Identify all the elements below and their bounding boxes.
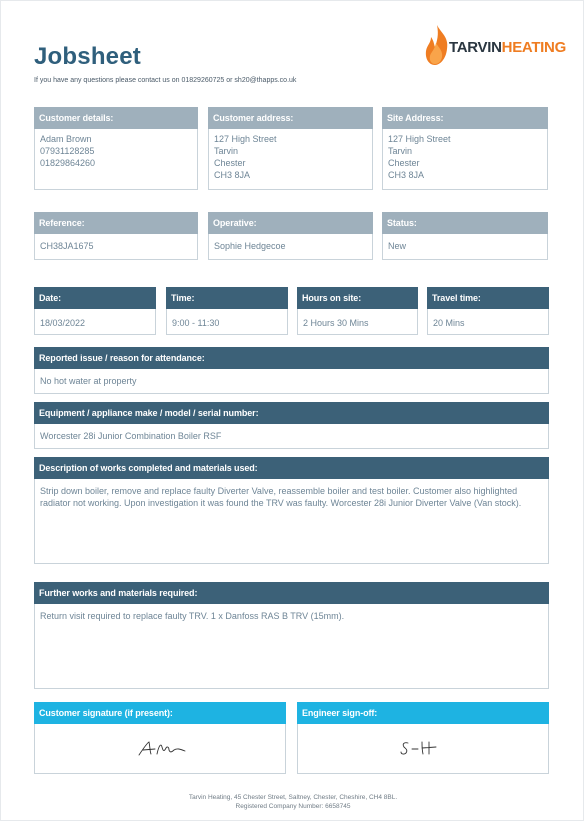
customer-details-box: [34, 107, 198, 190]
customer-signature-label: Customer signature (if present):: [34, 702, 286, 724]
contact-line: If you have any questions please contact us on 01829260725 or sh20@thapps.co.uk: [34, 77, 297, 84]
footer-address: Tarvin Heating, 45 Chester Street, Saltney, Chester, Cheshire, CH4 8BL.: [188, 794, 398, 801]
equipment-label: Equipment / appliance make / model / serial number:: [34, 402, 549, 424]
site-address-line1: 127 High Street: [388, 134, 451, 144]
site-address-line3: Chester: [388, 158, 420, 168]
logo-wordmark: TARVINHEATING: [449, 39, 566, 56]
customer-phone-1: 07931128285: [40, 146, 95, 156]
hours-on-site-value: 2 Hours 30 Mins: [297, 309, 418, 335]
page-title: Jobsheet: [34, 43, 141, 70]
travel-time-box: [427, 287, 549, 335]
footer: [1, 793, 584, 811]
equipment-value: Worcester 28i Junior Combination Boiler RSF: [34, 424, 549, 449]
reported-issue-label: Reported issue / reason for attendance:: [34, 347, 549, 369]
site-address-label: Site Address:: [382, 107, 548, 129]
further-works-value: Return visit required to replace faulty TRV. 1 x Danfoss RAS B TRV (15mm).: [34, 604, 549, 689]
reference-label: Reference:: [34, 212, 198, 234]
operative-label: Operative:: [208, 212, 373, 234]
customer-address-line4: CH3 8JA: [214, 170, 251, 180]
customer-address-line1: 127 High Street: [214, 134, 277, 144]
equipment-box: [34, 402, 549, 449]
customer-address-line2: Tarvin: [214, 146, 239, 156]
customer-address-line3: Chester: [214, 158, 246, 168]
status-label: Status:: [382, 212, 548, 234]
operative-value: Sophie Hedgecoe: [208, 234, 373, 260]
reported-issue-value: No hot water at property: [34, 369, 549, 394]
hours-on-site-label: Hours on site:: [297, 287, 418, 309]
customer-details-label: Customer details:: [34, 107, 198, 129]
works-completed-label: Description of works completed and materials used:: [34, 457, 549, 479]
reported-issue-box: [34, 347, 549, 394]
hours-on-site-box: [297, 287, 418, 335]
operative-box: [208, 212, 373, 260]
customer-address-label: Customer address:: [208, 107, 373, 129]
engineer-signoff-box: [297, 702, 549, 774]
customer-signature-box: [34, 702, 286, 774]
time-value: 9:00 - 11:30: [166, 309, 288, 335]
engineer-signoff-label: Engineer sign-off:: [297, 702, 549, 724]
engineer-signature-image: [398, 738, 448, 758]
further-works-label: Further works and materials required:: [34, 582, 549, 604]
works-completed-box: [34, 457, 549, 564]
footer-company-number: Registered Company Number: 6658745: [235, 803, 351, 810]
further-works-box: [34, 582, 549, 689]
date-label: Date:: [34, 287, 156, 309]
customer-name: Adam Brown: [40, 134, 92, 144]
status-box: [382, 212, 548, 260]
reference-value: CH38JA1675: [34, 234, 198, 260]
company-logo: [421, 23, 571, 69]
flame-icon: [423, 23, 451, 67]
site-address-box: [382, 107, 548, 190]
time-box: [166, 287, 288, 335]
site-address-line2: Tarvin: [388, 146, 413, 156]
time-label: Time:: [166, 287, 288, 309]
customer-phone-2: 01829864260: [40, 158, 96, 168]
date-value: 18/03/2022: [34, 309, 156, 335]
travel-time-value: 20 Mins: [427, 309, 549, 335]
customer-signature-image: [133, 739, 193, 759]
customer-address-box: [208, 107, 373, 190]
travel-time-label: Travel time:: [427, 287, 549, 309]
site-address-line4: CH3 8JA: [388, 170, 425, 180]
date-box: [34, 287, 156, 335]
works-completed-value: Strip down boiler, remove and replace faulty Diverter Valve, reassemble boiler and test boiler. Customer also highlighted radiator not working. Upon investigation it was found the TRV was faulty. Worcester 28i Junior Diverter Valve (Van stock).: [34, 479, 549, 564]
reference-box: [34, 212, 198, 260]
status-value: New: [382, 234, 548, 260]
